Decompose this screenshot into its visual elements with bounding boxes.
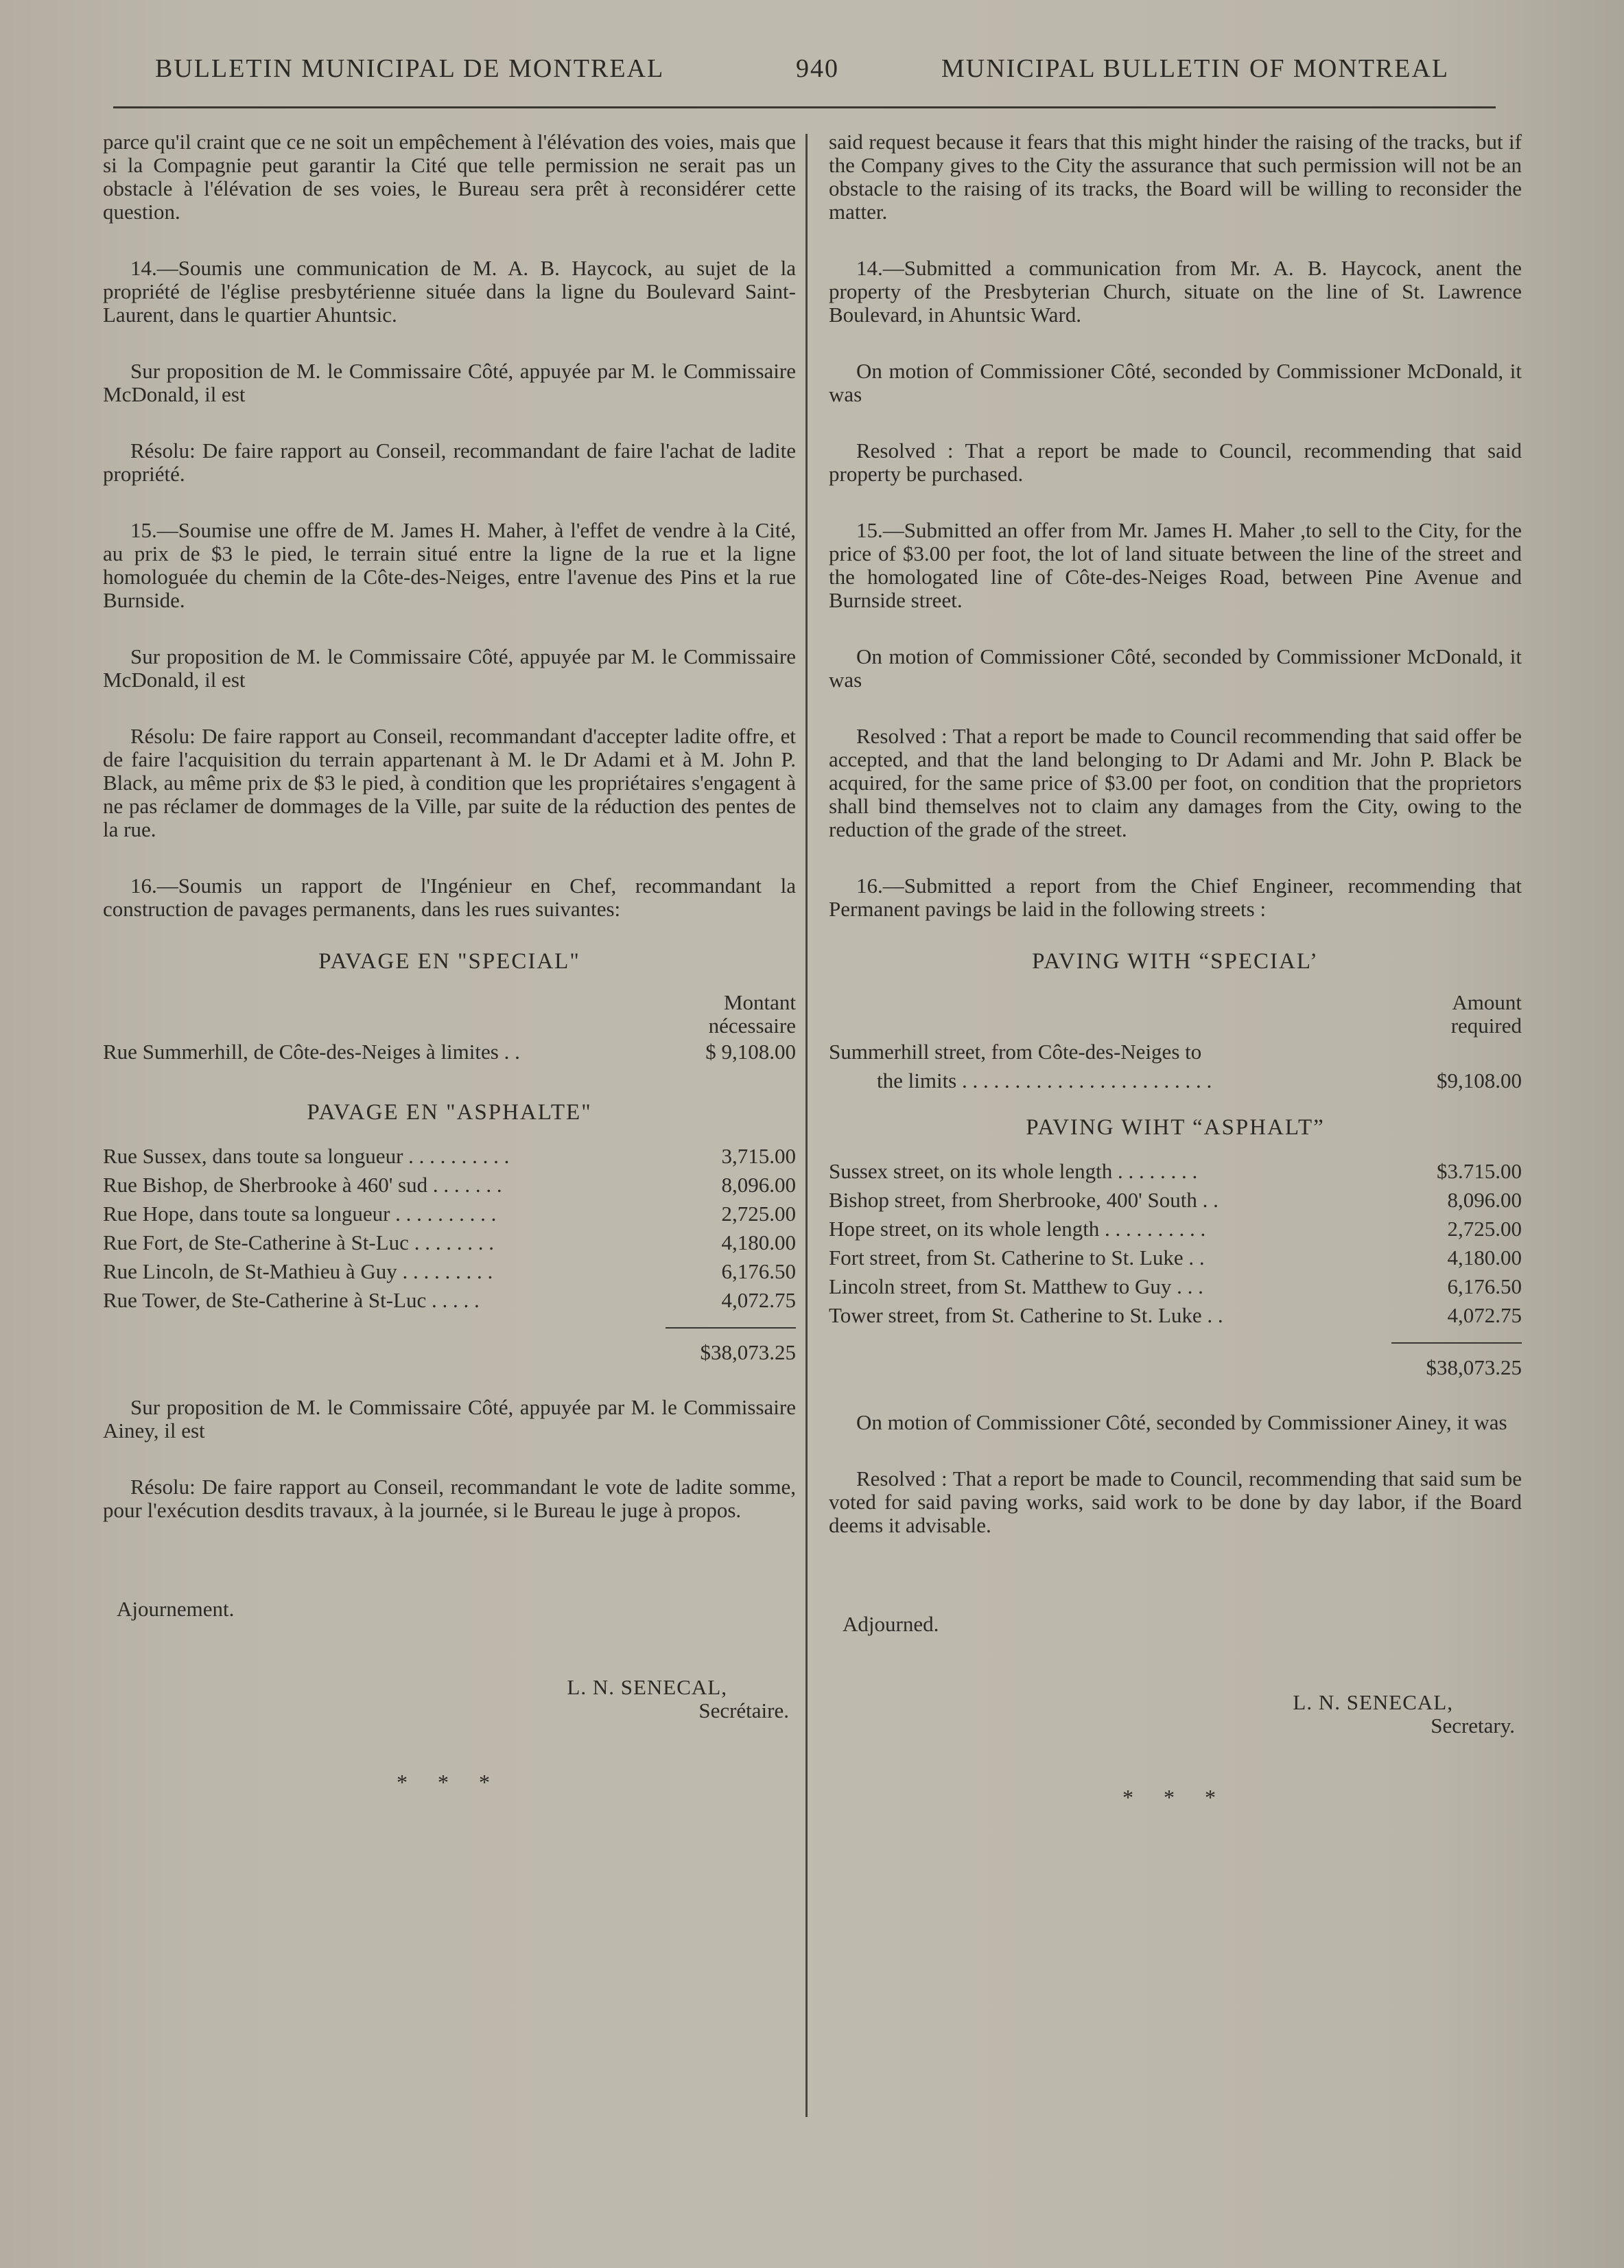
table-row: Rue Summerhill, de Côte-des-Neiges à limites . . $ 9,108.00 bbox=[103, 1040, 796, 1064]
header-title-english: MUNICIPAL BULLETIN OF MONTREAL bbox=[941, 54, 1450, 83]
section-end-stars: * * * bbox=[1122, 1785, 1228, 1810]
signature-name: L. N. SENECAL, bbox=[567, 1675, 727, 1699]
item-16-motion: On motion of Commissioner Côté, seconded by Commissioner Ainey, it was bbox=[856, 1410, 1507, 1434]
table-row: Rue Tower, de Ste-Catherine à St-Luc . . . . . 4,072.75 bbox=[103, 1288, 796, 1312]
french-column bbox=[103, 130, 796, 1794]
paving-total: $38,073.25 bbox=[700, 1340, 796, 1364]
item-14-resolution: Résolu: De faire rapport au Conseil, recommandant de faire l'achat de ladite propriété. bbox=[103, 439, 796, 486]
total-rule bbox=[666, 1327, 796, 1329]
special-paving-heading: PAVAGE EN "SPECIAL" bbox=[318, 949, 580, 974]
asphalt-paving-table bbox=[103, 1142, 796, 1315]
signature-name: L. N. SENECAL, bbox=[1293, 1690, 1453, 1714]
asphalt-paving-heading: PAVAGE EN "ASPHALTE" bbox=[307, 1100, 592, 1125]
special-paving-heading: PAVING WITH “SPECIAL’ bbox=[1032, 949, 1319, 974]
amount-column-heading: Montant nécessaire bbox=[708, 990, 796, 1038]
item-15: 15.—Soumise une offre de M. James H. Maher, à l'effet de vendre à la Cité, au prix de $3 le pied, le terrain situé entre la ligne de la rue et la ligne homologuée du chemin de la Côte-des-Neiges, entre l'avenue des Pins et la rue Burnside. bbox=[103, 518, 796, 612]
table-row: Tower street, from St. Catherine to St. Luke . . 4,072.75 bbox=[829, 1303, 1522, 1327]
item-14: 14.—Soumis une communication de M. A. B. Haycock, au sujet de la propriété de l'église presbytérienne située dans la ligne du Boulevard Saint-Laurent, dans le quartier Ahuntsic. bbox=[103, 256, 796, 327]
item-16: 16.—Submitted a report from the Chief Engineer, recommending that Permanent pavings be laid in the following streets : bbox=[829, 874, 1522, 921]
table-row: Rue Lincoln, de St-Mathieu à Guy . . . . . . . . . 6,176.50 bbox=[103, 1259, 796, 1283]
column-divider bbox=[805, 134, 808, 2117]
header-rule bbox=[113, 106, 1496, 108]
item-14-resolution: Resolved : That a report be made to Council, recommending that said property be purchased. bbox=[829, 439, 1522, 486]
item-15-motion: On motion of Commissioner Côté, seconded by Commissioner McDonald, it was bbox=[829, 644, 1522, 692]
page-number: 940 bbox=[796, 54, 839, 83]
item-14-motion: Sur proposition de M. le Commissaire Côté, appuyée par M. le Commissaire McDonald, il est bbox=[103, 359, 796, 406]
item-15-motion: Sur proposition de M. le Commissaire Côté, appuyée par M. le Commissaire McDonald, il est bbox=[103, 644, 796, 692]
section-end-stars: * * * bbox=[397, 1770, 502, 1794]
continued-paragraph: said request because it fears that this might hinder the raising of the tracks, but if the Company gives to the City the assurance that such permission will not be an obstacle to the raising of its tracks, the Board will be willing to reconsider the matter. bbox=[829, 130, 1522, 224]
adjournment: Ajournement. bbox=[117, 1597, 235, 1621]
table-row: Hope street, on its whole length . . . . . . . . . . 2,725.00 bbox=[829, 1217, 1522, 1241]
adjournment: Adjourned. bbox=[843, 1612, 939, 1636]
table-row: Sussex street, on its whole length . . . . . . . . $3.715.00 bbox=[829, 1159, 1522, 1183]
paving-total: $38,073.25 bbox=[1426, 1355, 1522, 1379]
table-row: Fort street, from St. Catherine to St. Luke . . 4,180.00 bbox=[829, 1246, 1522, 1270]
item-14-motion: On motion of Commissioner Côté, seconded by Commissioner McDonald, it was bbox=[829, 359, 1522, 406]
table-row: Lincoln street, from St. Matthew to Guy . . . 6,176.50 bbox=[829, 1274, 1522, 1298]
item-16-motion: Sur proposition de M. le Commissaire Côté, appuyée par M. le Commissaire Ainey, il est bbox=[103, 1395, 796, 1442]
item-16-resolution: Résolu: De faire rapport au Conseil, recommandant le vote de ladite somme, pour l'exécution desdits travaux, à la journée, si le Bureau le juge à propos. bbox=[103, 1475, 796, 1522]
signature-title: Secrétaire. bbox=[698, 1698, 789, 1722]
english-column bbox=[829, 130, 1522, 1809]
table-row: Summerhill street, from Côte-des-Neiges to bbox=[829, 1040, 1202, 1064]
special-paving-table bbox=[103, 1038, 796, 1066]
item-15: 15.—Submitted an offer from Mr. James H. Maher ,to sell to the City, for the price of $3.00 per foot, the lot of land situate between the line of the street and the homologated line of Côte-des-Neiges Road, between Pine Avenue and Burnside street. bbox=[829, 518, 1522, 612]
table-row: Rue Hope, dans toute sa longueur . . . . . . . . . . 2,725.00 bbox=[103, 1202, 796, 1226]
table-row: Bishop street, from Sherbrooke, 400' South . . 8,096.00 bbox=[829, 1188, 1522, 1212]
special-paving-table bbox=[829, 1038, 1522, 1095]
asphalt-paving-heading: PAVING WIHT “ASPHALT” bbox=[1026, 1115, 1325, 1140]
total-rule bbox=[1391, 1342, 1522, 1344]
running-head bbox=[0, 54, 1624, 95]
table-row: Rue Fort, de Ste-Catherine à St-Luc . . . . . . . . 4,180.00 bbox=[103, 1230, 796, 1254]
header-title-french: BULLETIN MUNICIPAL DE MONTREAL bbox=[155, 54, 665, 83]
item-15-resolution: Résolu: De faire rapport au Conseil, recommandant d'accepter ladite offre, et de faire l'acquisition du terrain appartenant à M. le Dr Adami et à M. John P. Black, au même prix de $3 le pied, à condition que les propriétaires s'engagent à ne pas réclamer de dommages de la Ville, par suite de la réduction des pentes de la rue. bbox=[103, 724, 796, 841]
item-14: 14.—Submitted a communication from Mr. A. B. Haycock, anent the property of the Presbyterian Church, situate on the line of St. Lawrence Boulevard, in Ahuntsic Ward. bbox=[829, 256, 1522, 327]
item-16-resolution: Resolved : That a report be made to Council, recommending that said sum be voted for said paving works, said work to be done by day labor, if the Board deems it advisable. bbox=[829, 1466, 1522, 1537]
asphalt-paving-table bbox=[829, 1157, 1522, 1330]
continued-paragraph: parce qu'il craint que ce ne soit un empêchement à l'élévation des voies, mais que si la Compagnie peut garantir la Cité que telle permission ne serait pas un obstacle à l'élévation de ses voies, le Bureau sera prêt à reconsidérer cette question. bbox=[103, 130, 796, 224]
item-15-resolution: Resolved : That a report be made to Council recommending that said offer be accepted, and that the land belonging to Dr Adami and Mr. John P. Black be acquired, for the same price of $3.00 per foot, on condition that the proprietors shall bind themselves not to claim any damages from the City, owing to the reduction of the grade of the street. bbox=[829, 724, 1522, 841]
table-row: Rue Sussex, dans toute sa longueur . . . . . . . . . . 3,715.00 bbox=[103, 1144, 796, 1168]
signature-title: Secretary. bbox=[1431, 1714, 1515, 1738]
table-row: Rue Bishop, de Sherbrooke à 460' sud . . . . . . . 8,096.00 bbox=[103, 1173, 796, 1197]
table-row: the limits . . . . . . . . . . . . . . . . . . . . . . . . $9,108.00 bbox=[877, 1068, 1522, 1092]
amount-column-heading: Amount required bbox=[1450, 990, 1522, 1038]
item-16: 16.—Soumis un rapport de l'Ingénieur en Chef, recommandant la construction de pavages permanents, dans les rues suivantes: bbox=[103, 874, 796, 921]
